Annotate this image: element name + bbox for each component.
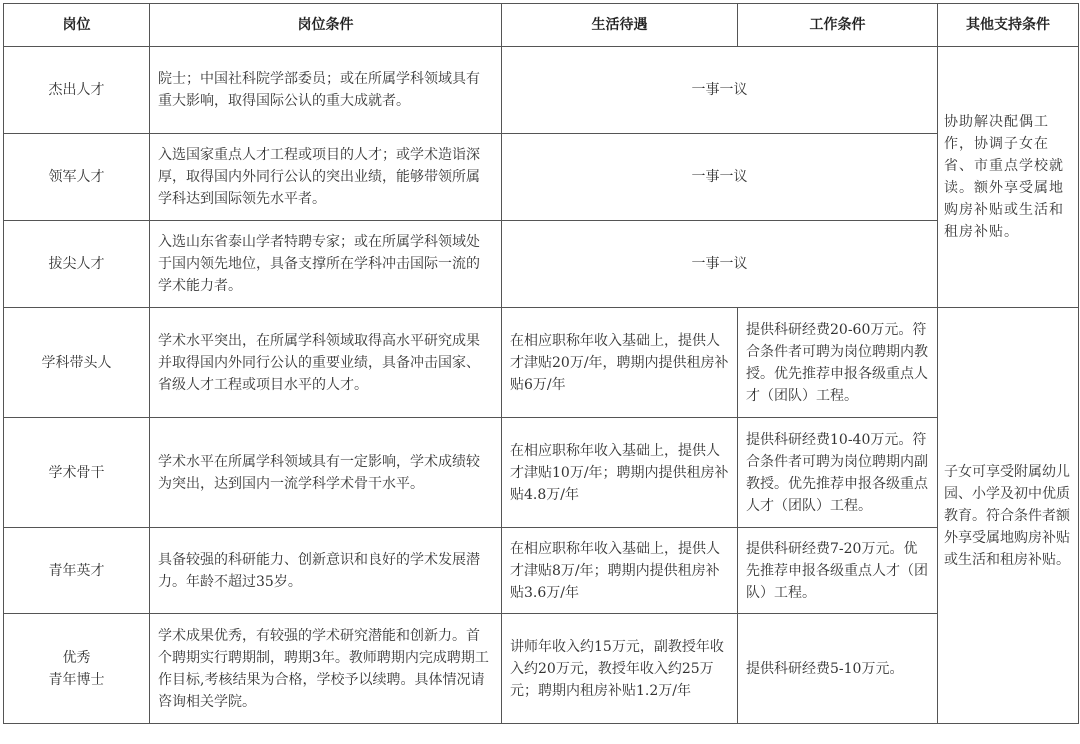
header-other: 其他支持条件	[938, 4, 1079, 47]
table-row	[4, 47, 1079, 134]
living-cell: 在相应职称年收入基础上，提供人才津贴10万/年；聘期内提供租房补贴4.8万/年	[502, 418, 738, 528]
other-support-cell-2: 子女可享受附属幼儿园、小学及初中优质教育。符合条件者额外享受属地购房补贴或生活和租房补贴。	[938, 308, 1079, 724]
table-row	[4, 308, 1079, 418]
merged-treatment-cell: 一事一议	[502, 221, 938, 308]
table-row	[4, 418, 1079, 528]
position-cell: 学科带头人	[4, 308, 150, 418]
other-support-cell-1: 协助解决配偶工作，协调子女在省、市重点学校就读。额外享受属地购房补贴或生活和租房补贴。	[938, 47, 1079, 308]
position-line: 优秀	[62, 649, 91, 666]
header-work: 工作条件	[738, 4, 938, 47]
position-line: 青年博士	[48, 671, 105, 688]
position-cell: 学术骨干	[4, 418, 150, 528]
condition-cell: 院士；中国社科院学部委员；或在所属学科领域具有重大影响，取得国际公认的重大成就者。	[150, 47, 502, 134]
condition-cell: 学术成果优秀，有较强的学术研究潜能和创新力。首个聘期实行聘期制，聘期3年。教师聘期内完成聘期工作目标,考核结果为合格，学校予以续聘。具体情况请咨询相关学院。	[150, 614, 502, 724]
condition-cell: 入选国家重点人才工程或项目的人才；或学术造诣深厚，取得国内外同行公认的突出业绩，能够带领所属学科达到国际领先水平者。	[150, 134, 502, 221]
position-cell: 拔尖人才	[4, 221, 150, 308]
living-cell: 讲师年收入约15万元，副教授年收入约20万元，教授年收入约25万元；聘期内租房补贴1.2万/年	[502, 614, 738, 724]
merged-treatment-cell: 一事一议	[502, 134, 938, 221]
condition-cell: 具备较强的科研能力、创新意识和良好的学术发展潜力。年龄不超过35岁。	[150, 528, 502, 614]
position-cell: 杰出人才	[4, 47, 150, 134]
position-cell: 青年英才	[4, 528, 150, 614]
living-cell: 在相应职称年收入基础上，提供人才津贴20万/年，聘期内提供租房补贴6万/年	[502, 308, 738, 418]
table-row	[4, 528, 1079, 614]
condition-cell: 入选山东省泰山学者特聘专家；或在所属学科领域处于国内领先地位，具备支撑所在学科冲击国际一流的学术能力者。	[150, 221, 502, 308]
condition-cell: 学术水平在所属学科领域具有一定影响，学术成绩较为突出，达到国内一流学科学术骨干水平。	[150, 418, 502, 528]
work-cell: 提供科研经费20-60万元。符合条件者可聘为岗位聘期内教授。优先推荐申报各级重点人才（团队）工程。	[738, 308, 938, 418]
header-condition: 岗位条件	[150, 4, 502, 47]
position-cell	[4, 614, 150, 724]
header-row	[4, 4, 1079, 47]
talent-policy-table	[3, 3, 1079, 724]
work-cell: 提供科研经费10-40万元。符合条件者可聘为岗位聘期内副教授。优先推荐申报各级重点人才（团队）工程。	[738, 418, 938, 528]
condition-cell: 学术水平突出，在所属学科领域取得高水平研究成果并取得国内外同行公认的重要业绩，具备冲击国家、省级人才工程或项目水平的人才。	[150, 308, 502, 418]
merged-treatment-cell: 一事一议	[502, 47, 938, 134]
work-cell: 提供科研经费5-10万元。	[738, 614, 938, 724]
table-row	[4, 134, 1079, 221]
header-living: 生活待遇	[502, 4, 738, 47]
header-position: 岗位	[4, 4, 150, 47]
living-cell: 在相应职称年收入基础上，提供人才津贴8万/年；聘期内提供租房补贴3.6万/年	[502, 528, 738, 614]
position-cell: 领军人才	[4, 134, 150, 221]
work-cell: 提供科研经费7-20万元。优先推荐申报各级重点人才（团队）工程。	[738, 528, 938, 614]
table-row	[4, 614, 1079, 724]
table-row	[4, 221, 1079, 308]
